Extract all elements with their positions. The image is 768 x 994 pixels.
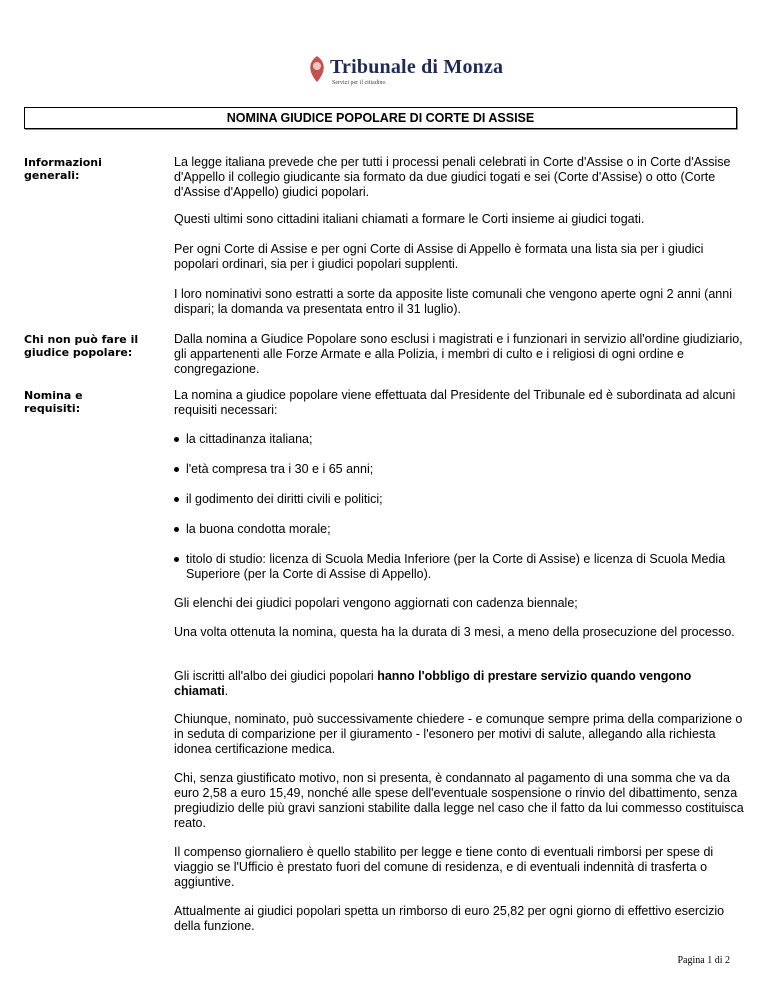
requirements-paragraph-5: Chi, senza giustificato motivo, non si presenta, è condannato al pagamento di una somma che va da euro 2,58 a euro 15,49, nonché alle spese dell'eventuale sospensione o rinvio del dibattimento, senza pregiudizio delle più gravi sanzioni stabilite dalla legge nel caso che il fatto da lui commesso costituisca reato. bbox=[174, 771, 744, 830]
bullet-icon bbox=[174, 437, 179, 442]
page-title-box bbox=[24, 107, 737, 129]
requirements-paragraph-2: Una volta ottenuta la nomina, questa ha la durata di 3 mesi, a meno della prosecuzione del processo. bbox=[174, 625, 735, 639]
requirement-text: titolo di studio: licenza di Scuola Media Inferiore (per la Corte di Assise) e licenza di Scuola Media Superiore (per la Corte di Assise di Appello). bbox=[186, 552, 726, 581]
requirement-text: la buona condotta morale; bbox=[186, 522, 331, 536]
info-paragraph-2: Questi ultimi sono cittadini italiani chiamati a formare le Corti insieme ai giudici togati. bbox=[174, 212, 645, 226]
bullet-icon bbox=[174, 467, 179, 472]
obligation-text: Gli iscritti all'albo dei giudici popolari bbox=[174, 669, 378, 683]
requirements-paragraph-3 bbox=[174, 669, 744, 699]
requirement-text: la cittadinanza italiana; bbox=[186, 432, 313, 446]
obligation-emphasis: hanno l'obbligo di prestare servizio quando vengono chiamati bbox=[174, 669, 692, 698]
logo-text: Tribunale di Monza bbox=[330, 56, 504, 78]
page-number: Pagina 1 di 2 bbox=[677, 955, 730, 966]
bullet-icon bbox=[174, 527, 179, 532]
label-esclusioni: Chi non può fare il giudice popolare: bbox=[24, 333, 139, 359]
obligation-end: . bbox=[224, 684, 229, 698]
exclusions-paragraph: Dalla nomina a Giudice Popolare sono esclusi i magistrati e i funzionari in servizio all'ordine giudiziario, gli appartenenti alle Forze Armate e alla Polizia, i membri di culto e i religiosi di ogni ordine e congregazione. bbox=[174, 332, 743, 376]
info-paragraph-1: La legge italiana prevede che per tutti i processi penali celebrati in Corte d'Assise o in Corte d'Assise d'Appello il collegio giudicante sia formato da due giudici togati e sei (Corte d'Assise) o otto (Corte d'Assise d'Appello) giudici popolari. bbox=[174, 155, 731, 199]
requirements-intro: La nomina a giudice popolare viene effettuata dal Presidente del Tribunale ed è subordinata ad alcuni requisiti necessari: bbox=[174, 388, 736, 417]
requirements-paragraph-7: Attualmente ai giudici popolari spetta un rimborso di euro 25,82 per ogni giorno di effettivo esercizio della funzione. bbox=[174, 904, 725, 933]
bullet-icon bbox=[174, 557, 179, 562]
info-paragraph-4: I loro nominativi sono estratti a sorte da apposite liste comunali che vengono aperte ogni 2 anni (anni dispari; la domanda va presentata entro il 31 luglio). bbox=[174, 287, 732, 316]
emblem-icon bbox=[306, 54, 328, 84]
requirements-paragraph-1: Gli elenchi dei giudici popolari vengono aggiornati con cadenza biennale; bbox=[174, 596, 578, 610]
tribunale-logo bbox=[300, 52, 504, 94]
bullet-icon bbox=[174, 497, 179, 502]
requirements-paragraph-4: Chiunque, nominato, può successivamente chiedere - e comunque sempre prima della comparizione o in seduta di comparizione per il giuramento - l'esonero per motivi di salute, allegando alla richiesta idonea certificazione medica. bbox=[174, 712, 743, 756]
label-nomina-requisiti: Nomina e requisiti: bbox=[24, 389, 83, 415]
page-title: NOMINA GIUDICE POPOLARE DI CORTE DI ASSISE bbox=[226, 111, 535, 125]
requirements-paragraph-6: Il compenso giornaliero è quello stabilito per legge e tiene conto di eventuali rimborsi per spese di viaggio se l'Ufficio è prestato fuori del comune di residenza, e di eventuali indennità di trasferta o aggiuntive. bbox=[174, 845, 714, 889]
requirement-text: il godimento dei diritti civili e politici; bbox=[186, 492, 383, 506]
requirement-text: l'età compresa tra i 30 e i 65 anni; bbox=[186, 462, 374, 476]
logo-subtitle: Servizi per il cittadino bbox=[332, 80, 386, 86]
label-informazioni-generali: Informazioni generali: bbox=[24, 156, 102, 182]
info-paragraph-3: Per ogni Corte di Assise e per ogni Corte di Assise di Appello è formata una lista sia per i giudici popolari ordinari, sia per i giudici popolari supplenti. bbox=[174, 242, 704, 271]
